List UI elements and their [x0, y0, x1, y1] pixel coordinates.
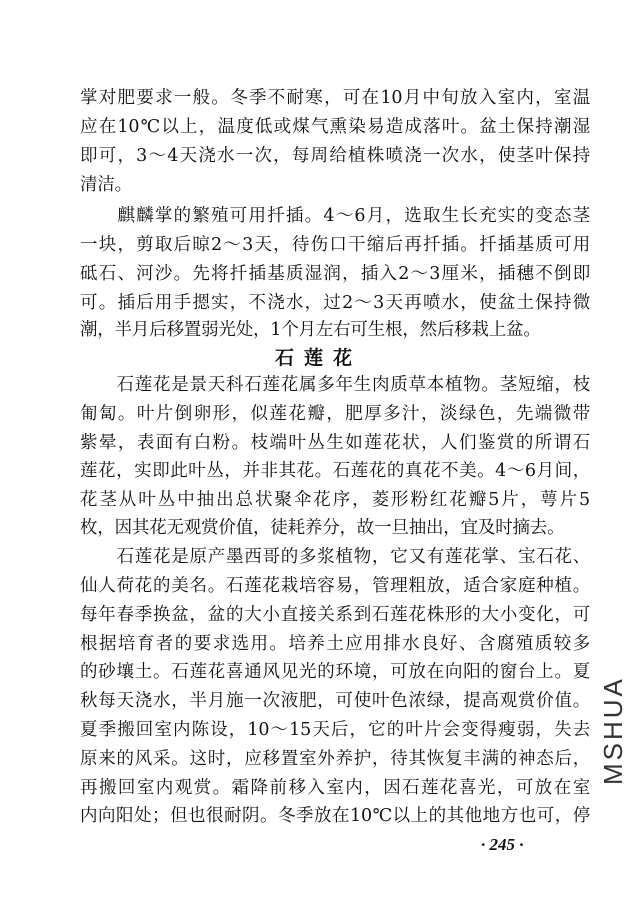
- text-line: 原来的风采。这时，应移置室外养护，待其恢复丰满的神态后，: [80, 749, 590, 769]
- text-line: 紫晕，表面有白粉。枝端叶丛生如莲花状，人们鉴赏的所谓石: [80, 433, 590, 453]
- text-line: 掌对肥要求一般。冬季不耐寒，可在10月中旬放入室内，室温: [80, 88, 590, 108]
- page-number: · 245 ·: [481, 835, 524, 854]
- text-line: 砥石、河沙。先将扦插基质湿润，插入2～3厘米，插穗不倒即: [80, 264, 590, 284]
- watermark: MSHUA: [598, 676, 628, 785]
- section-heading: 石莲花: [274, 347, 362, 369]
- text-line: 内向阳处；但也很耐阴。冬季放在10℃以上的其他地方也可，停: [80, 806, 590, 826]
- text-line: 的砂壤土。石莲花喜通风见光的环境，可放在向阳的窗台上。夏: [80, 662, 590, 682]
- text-line: 再搬回室内观赏。霜降前移入室内，因石莲花喜光，可放在室: [80, 778, 590, 798]
- text-line: 即可，3～4天浇水一次，每周给植株喷浇一次水，使茎叶保持: [80, 146, 590, 166]
- text-line: 枚，因其花无观赏价值，徒耗养分，故一旦抽出，宜及时摘去。: [80, 518, 565, 538]
- text-line: 夏季搬回室内陈设，10～15天后，它的叶片会变得瘦弱，失去: [80, 720, 590, 740]
- text-line: 仙人荷花的美名。石莲花栽培容易，管理粗放，适合家庭种植。: [80, 576, 590, 596]
- text-line: 可。插后用手摁实，不浇水，过2～3天再喷水，使盆土保持微: [80, 293, 590, 313]
- text-line: 麒麟掌的繁殖可用扦插。4～6月，选取生长充实的变态茎: [80, 206, 590, 226]
- text-line: 潮，半月后移置弱光处，1个月左右可生根，然后移栽上盆。: [80, 320, 541, 340]
- text-line: 每年春季换盆，盆的大小直接关系到石莲花株形的大小变化，可: [80, 605, 590, 625]
- text-line: 石莲花是原产墨西哥的多浆植物，它又有莲花掌、宝石花、: [80, 547, 590, 567]
- text-line: 匍匐。叶片倒卵形，似莲花瓣，肥厚多汁，淡绿色，先端微带: [80, 404, 590, 424]
- text-line: 花茎从叶丛中抽出总状聚伞花序，菱形粉红花瓣5片，萼片5: [80, 490, 590, 510]
- text-line: 秋每天浇水，半月施一次液肥，可使叶色浓绿，提高观赏价值。: [80, 691, 590, 711]
- text-line: 一块，剪取后晾2～3天，待伤口干缩后再扦插。扦插基质可用: [80, 235, 590, 255]
- text-line: 应在10℃以上，温度低或煤气熏染易造成落叶。盆土保持潮湿: [80, 117, 590, 137]
- text-line: 根据培育者的要求选用。培养土应用排水良好、含腐殖质较多: [80, 634, 590, 654]
- text-line: 莲花，实即此叶丛，并非其花。石莲花的真花不美。4～6月间，: [80, 461, 590, 481]
- text-line: 清洁。: [80, 175, 132, 195]
- text-line: 石莲花是景天科石莲花属多年生肉质草本植物。茎短缩，枝: [80, 375, 590, 395]
